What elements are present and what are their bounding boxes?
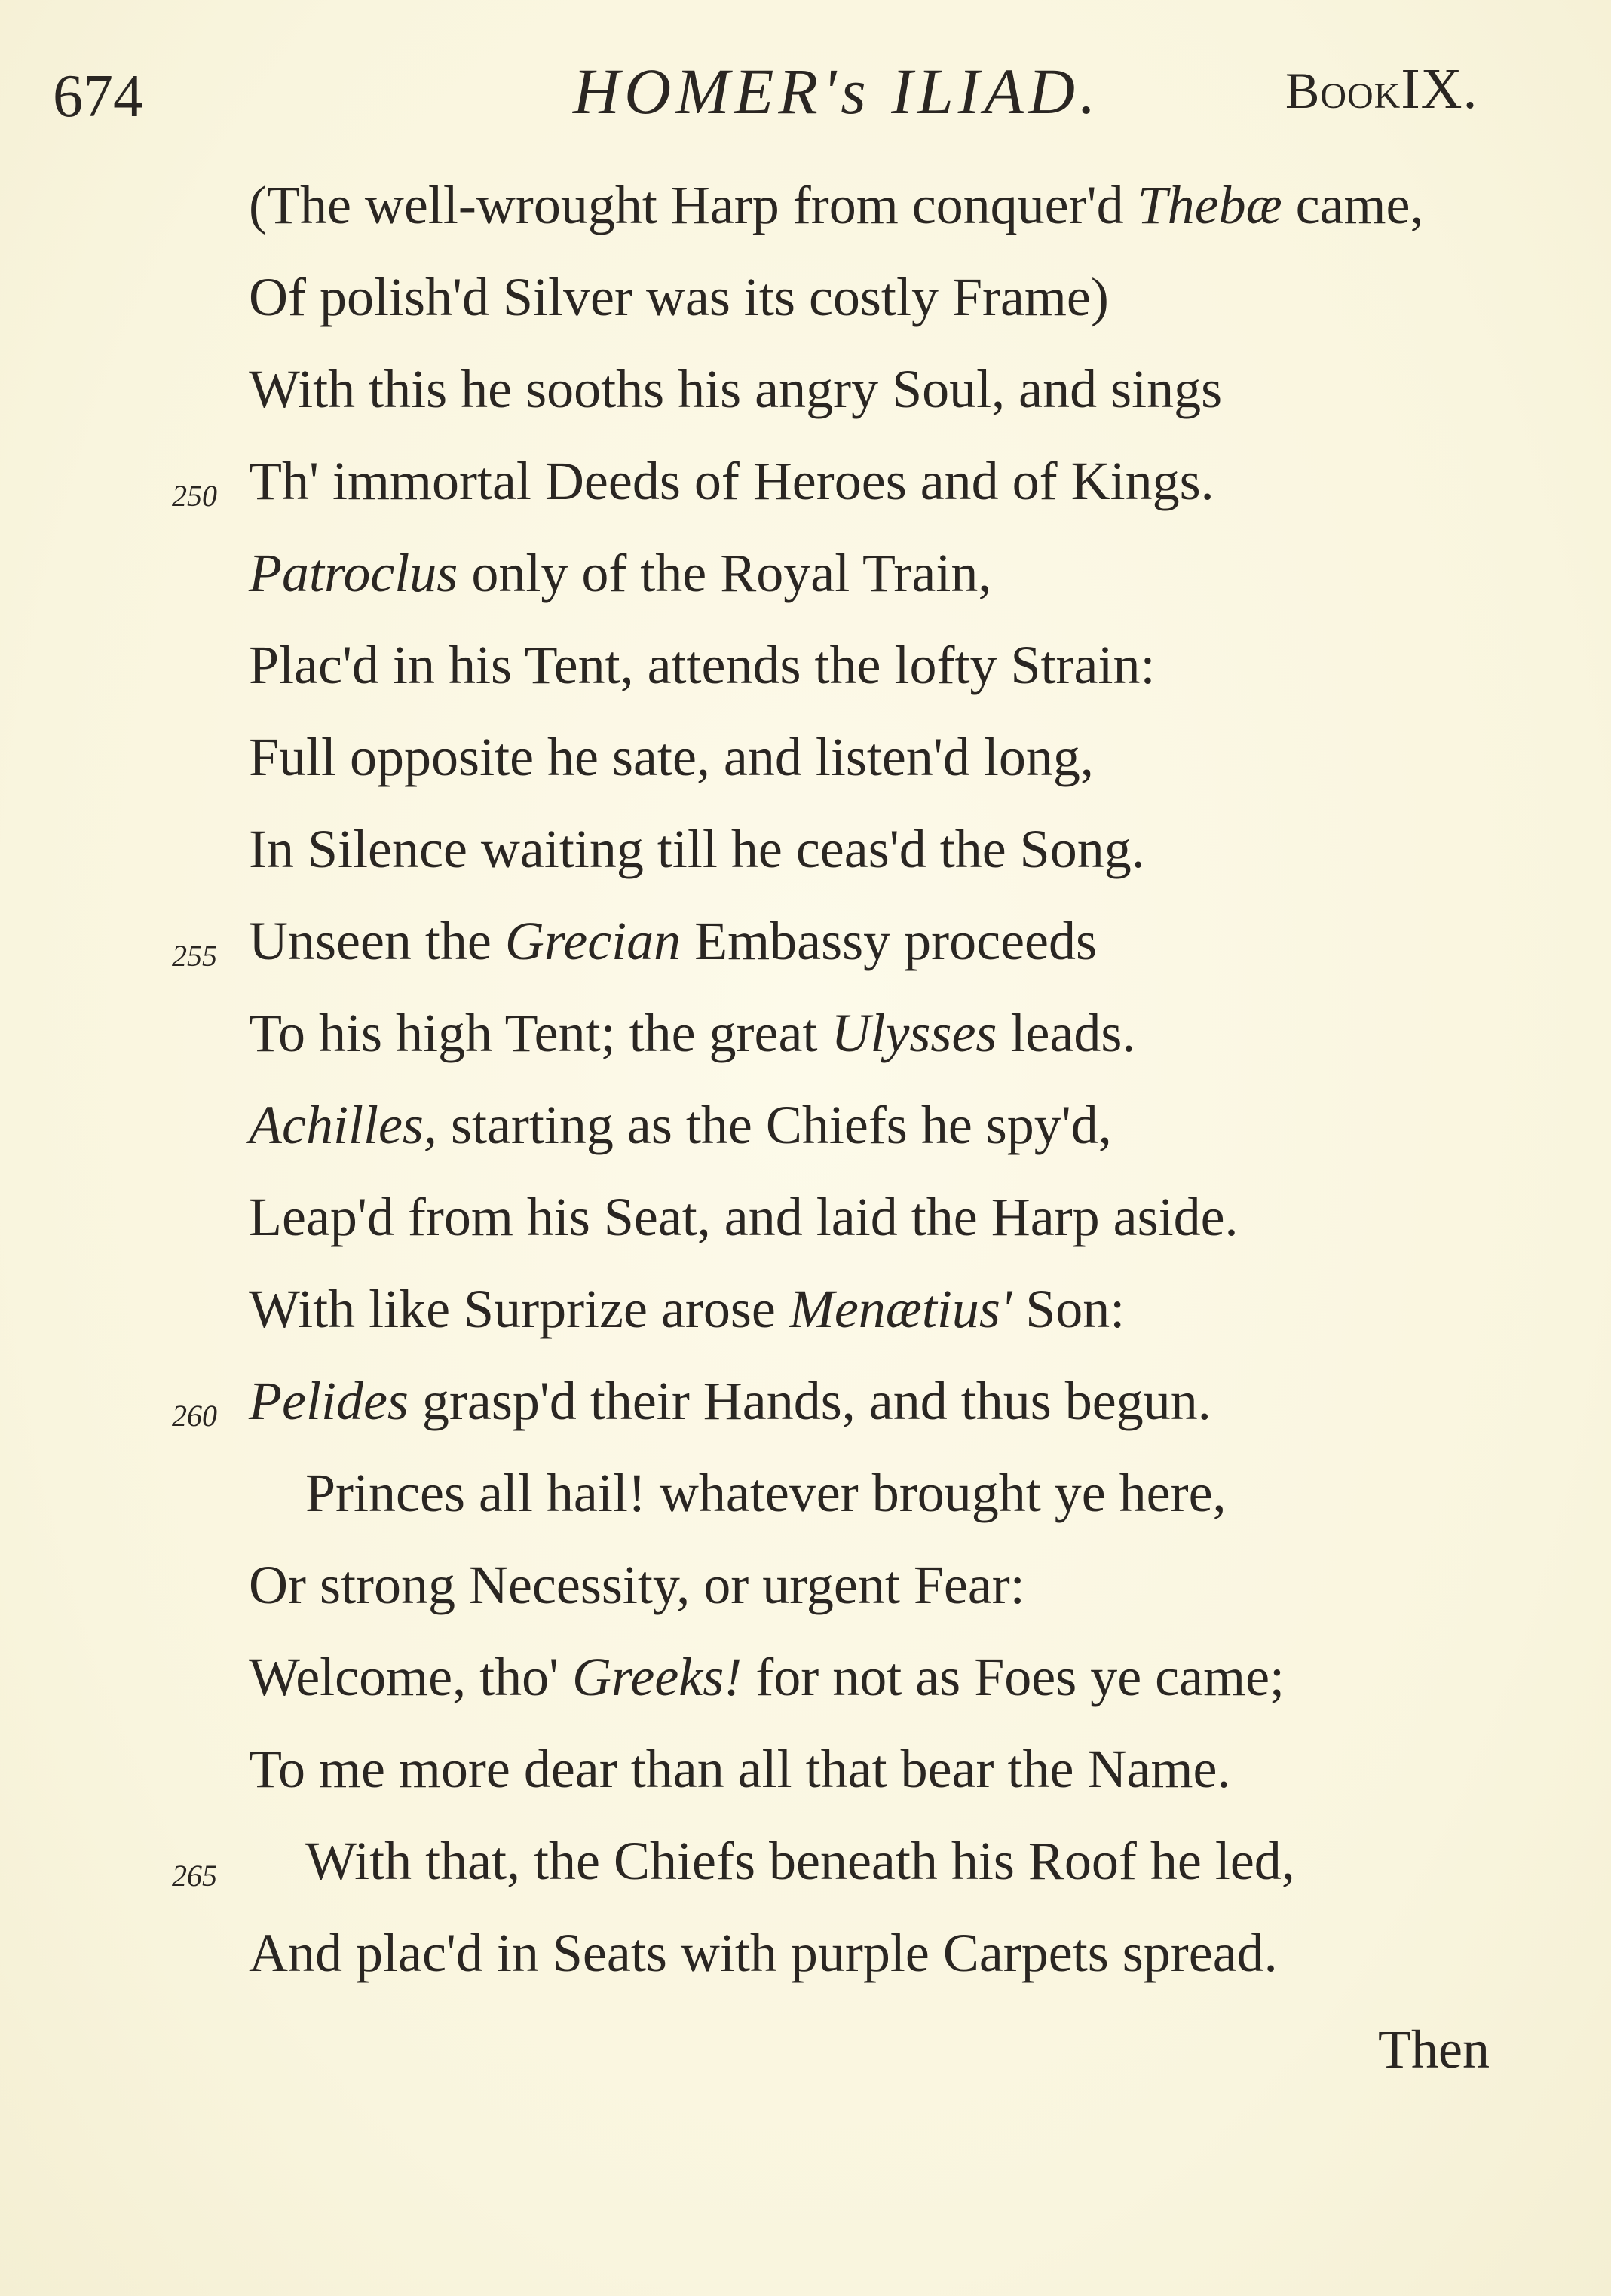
verse-line <box>0 1923 1611 2018</box>
line-number: 260 <box>172 1399 217 1433</box>
verse-text: Pelides grasp'd their Hands, and thus begun. <box>249 1371 1211 1431</box>
verse-line <box>0 1095 1611 1190</box>
running-title: HOMER's ILIAD. <box>573 55 1101 127</box>
verse-line <box>0 1279 1611 1374</box>
verse-text: With like Surprize arose Menætius' Son: <box>249 1279 1126 1339</box>
verse-line <box>0 1739 1611 1834</box>
verse-line <box>0 1187 1611 1282</box>
book-reference <box>1285 57 1478 121</box>
verse-text: In Silence waiting till he ceas'd the Song. <box>249 819 1145 879</box>
verse-text: To me more dear than all that bear the Name. <box>249 1739 1231 1799</box>
verse-line <box>0 911 1611 1006</box>
catchword: Then <box>1378 2019 1490 2080</box>
verse-text: Patroclus only of the Royal Train, <box>249 543 992 603</box>
verse-text: And plac'd in Seats with purple Carpets spread. <box>249 1923 1278 1983</box>
line-number: 255 <box>172 939 217 973</box>
verse-line <box>0 1003 1611 1098</box>
verse-line <box>0 175 1611 270</box>
verse-text: Plac'd in his Tent, attends the lofty Strain: <box>249 635 1156 695</box>
verse-text: (The well-wrought Harp from conquer'd Thebæ came, <box>249 175 1424 235</box>
verse-text: Leap'd from his Seat, and laid the Harp aside. <box>249 1187 1239 1247</box>
verse-line <box>0 267 1611 362</box>
verse-line <box>0 819 1611 914</box>
verse-text: Unseen the Grecian Embassy proceeds <box>249 911 1098 971</box>
verse-text: Th' immortal Deeds of Heroes and of Kings. <box>249 451 1214 511</box>
verse-text: Full opposite he sate, and listen'd long, <box>249 727 1094 787</box>
verse-line <box>0 359 1611 454</box>
verse-line <box>0 1463 1611 1558</box>
verse-line <box>0 727 1611 822</box>
line-number: 250 <box>172 479 217 513</box>
verse-text: Achilles, starting as the Chiefs he spy'd, <box>249 1095 1112 1155</box>
line-number: 265 <box>172 1859 217 1893</box>
verse-line <box>0 1371 1611 1466</box>
verse-line <box>0 543 1611 638</box>
verse-text: Welcome, tho' Greeks! for not as Foes ye came; <box>249 1647 1285 1707</box>
verse-text: With this he sooths his angry Soul, and sings <box>249 359 1223 419</box>
verse-text: Of polish'd Silver was its costly Frame) <box>249 267 1109 327</box>
verse-line <box>0 1555 1611 1650</box>
verse-text: Princes all hail! whatever brought ye here, <box>305 1463 1227 1523</box>
verse-line <box>0 1647 1611 1742</box>
verse-line <box>0 451 1611 546</box>
verse-text: Or strong Necessity, or urgent Fear: <box>249 1555 1025 1615</box>
verse-text: With that, the Chiefs beneath his Roof he led, <box>305 1831 1295 1891</box>
page-number: 674 <box>53 63 143 130</box>
book-label: Book <box>1285 62 1401 119</box>
verse-line <box>0 1831 1611 1926</box>
verse-line <box>0 635 1611 730</box>
verse-text: To his high Tent; the great Ulysses leads. <box>249 1003 1136 1063</box>
book-number: IX. <box>1401 57 1478 121</box>
